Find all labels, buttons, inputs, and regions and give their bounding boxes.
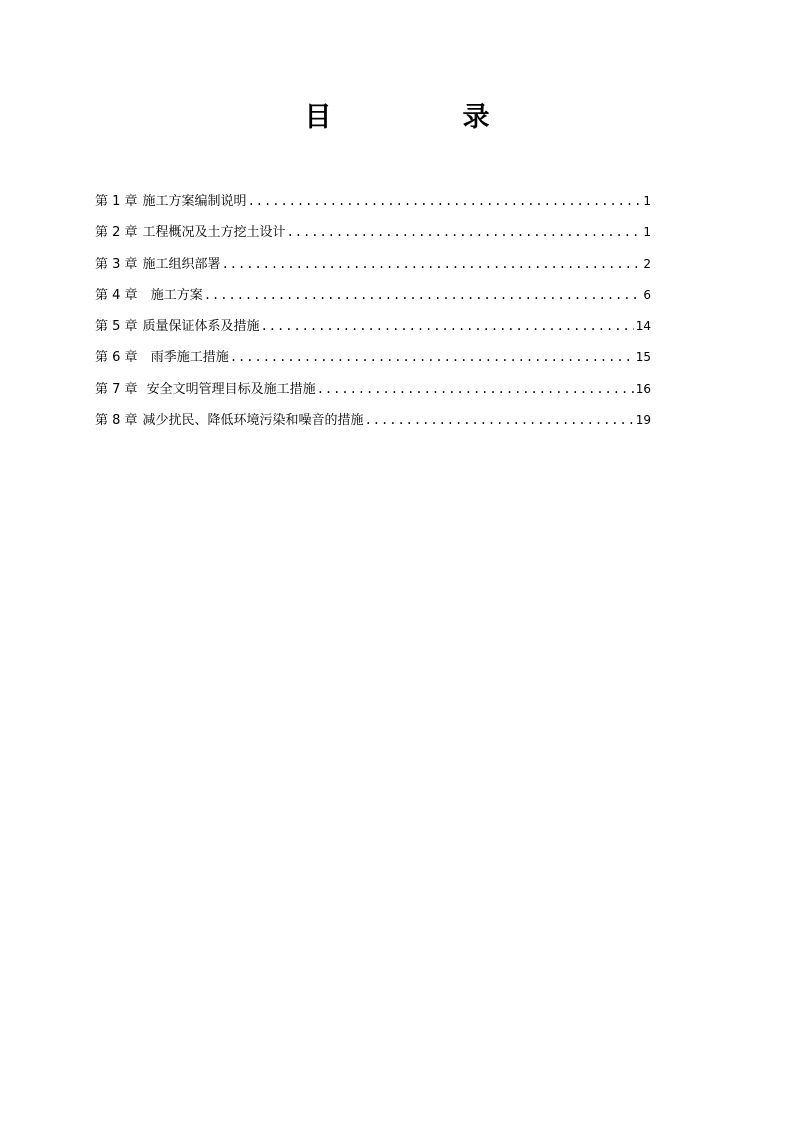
toc-entry-title: 质量保证体系及措施 [142, 319, 260, 335]
dot-leader [317, 378, 634, 400]
dot-leader [222, 253, 641, 275]
toc-page-number: 1 [643, 194, 651, 208]
toc-entry-title: 工程概况及土方挖土设计 [142, 225, 286, 241]
toc-entry[interactable] [95, 346, 651, 377]
toc-chapter-number: 第 2 章 [95, 225, 138, 241]
toc-entry[interactable] [95, 315, 651, 346]
dot-leader [365, 409, 634, 431]
toc-entry-title: 安全文明管理目标及施工措施 [142, 381, 316, 397]
dot-leader [230, 346, 634, 368]
toc-entry-title: 雨季施工措施 [142, 350, 229, 366]
table-of-contents [95, 190, 651, 440]
toc-page-number: 1 [643, 225, 651, 240]
toc-entry[interactable] [95, 190, 651, 221]
toc-chapter-number: 第 8 章 [95, 413, 138, 429]
toc-entry-title: 施工组织部署 [142, 256, 221, 272]
toc-page-number: 6 [643, 287, 651, 302]
toc-entry[interactable] [95, 409, 651, 440]
page-title: 目 录 [304, 102, 542, 133]
toc-chapter-number: 第 4 章 [95, 287, 138, 303]
toc-entry[interactable] [95, 253, 651, 284]
dot-leader [204, 284, 641, 306]
toc-entry[interactable] [95, 221, 651, 252]
toc-chapter-number: 第 3 章 [95, 256, 138, 272]
toc-page-number: 2 [643, 256, 651, 271]
toc-page-number: 16 [635, 381, 651, 396]
toc-page-number: 14 [635, 319, 651, 334]
dot-leader [287, 221, 641, 243]
dot-leader [248, 190, 641, 212]
dot-leader [261, 315, 634, 337]
toc-entry[interactable] [95, 378, 651, 409]
toc-entry-title: 减少扰民、降低环境污染和噪音的措施 [142, 413, 364, 429]
toc-chapter-number: 第 5 章 [95, 319, 138, 335]
toc-entry-title: 施工方案 [142, 287, 203, 303]
toc-chapter-number: 第 1 章 [95, 194, 138, 209]
toc-page-number: 19 [635, 413, 651, 428]
toc-entry[interactable] [95, 284, 651, 315]
toc-page-number: 15 [635, 350, 651, 365]
toc-chapter-number: 第 7 章 [95, 381, 138, 397]
toc-entry-title: 施工方案编制说明 [142, 194, 247, 209]
toc-chapter-number: 第 6 章 [95, 350, 138, 366]
